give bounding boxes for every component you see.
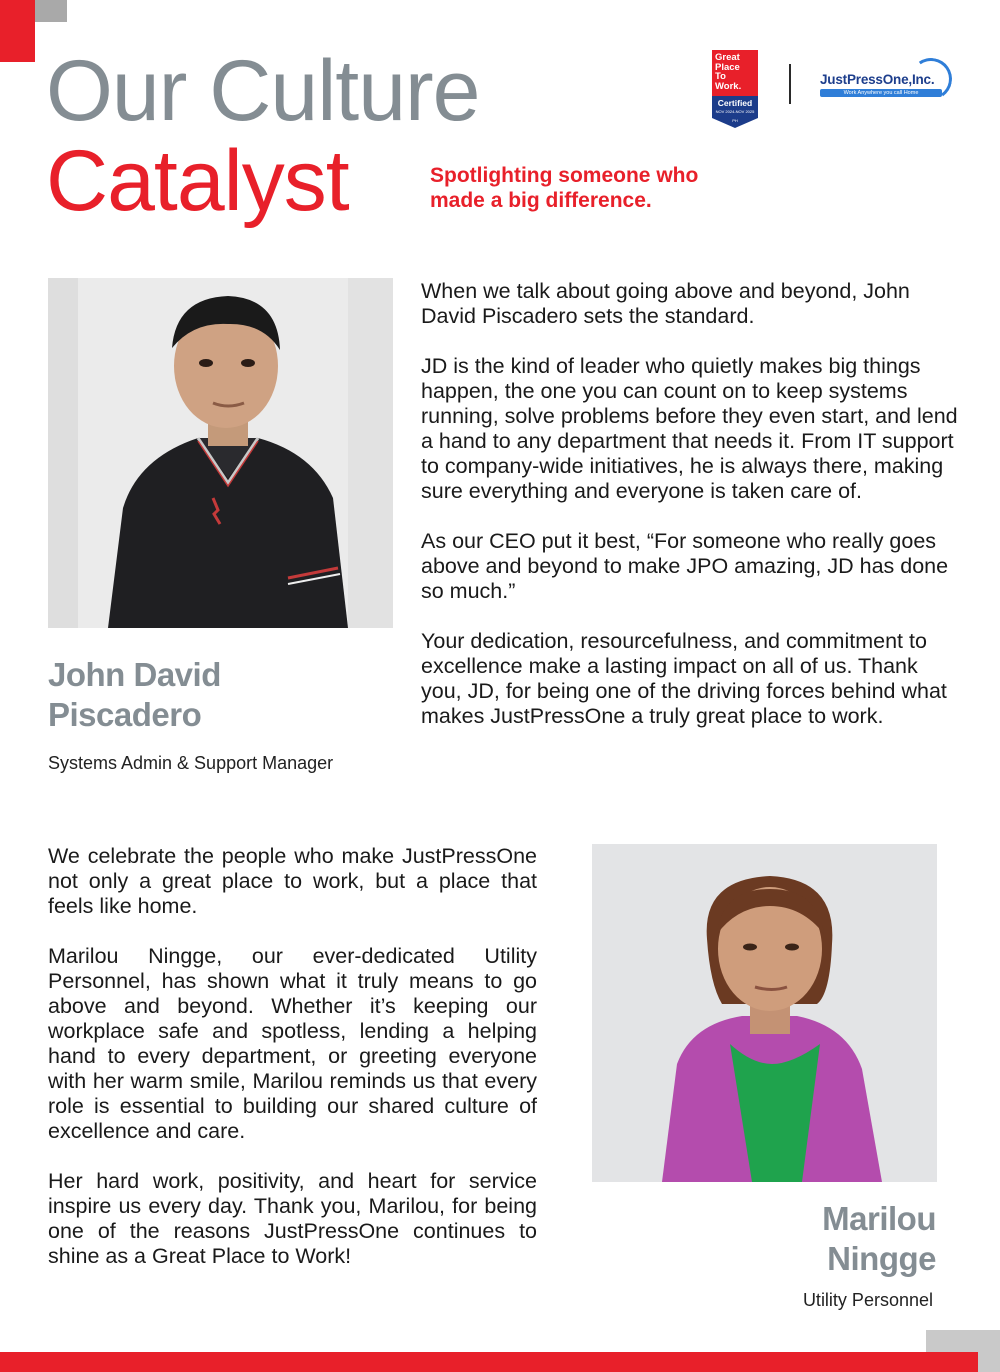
photo-marilou [592,844,937,1182]
feature1-name: John David Piscadero [48,656,221,733]
footer-accent-gray [926,1330,1000,1352]
portrait-man-icon [48,278,393,628]
feature2-role: Utility Personnel [802,1290,933,1310]
portrait-woman-icon [592,844,937,1182]
logo-divider [789,64,791,104]
corner-accent-gray [35,0,67,22]
feature1-paragraph: When we talk about going above and beyond, John David Piscadero sets the standard. [421,279,910,328]
feature1-paragraph: Your dedication, resourcefulness, and commitment to excellence make a lasting impact on all of us. Thank you, JD, for being one of the driving forces behind what makes JustPressOne a truly great place to work. [421,629,947,728]
tagline-line1: Spotlighting someone who [430,164,699,187]
logo-tagline: Work Anywhere you call Home [843,90,919,96]
footer-accent-red [0,1352,978,1372]
feature2-paragraph: Marilou Ningge, our ever-dedicated Utility Personnel, has shown what it truly means to go above and beyond. Whether it’s keeping our workplace safe and spotless, lending a helping hand to every department, or greeting everyone with her warm smile, Marilou reminds us that every role is essential to building our shared culture of excellence and care. [48,944,537,1143]
feature1-paragraph: As our CEO put it best, “For someone who really goes above and beyond to make JPO amazing, JD has done so much.” [421,529,949,603]
feature2-paragraph: Her hard work, positivity, and heart for service inspire us every day. Thank you, Marilou, for being one of the reasons JustPressOne continues to shine as a Great Place to Work! [48,1169,537,1268]
badge-country: PH [732,118,738,123]
feature1-body [421,279,961,729]
feature1-role: Systems Admin & Support Manager [48,753,334,773]
logo-tagline-bar [820,89,942,97]
page-title-line1: Our Culture [46,43,480,139]
feature1-paragraph: JD is the kind of leader who quietly makes big things happen, the one you can count on to keep systems running, solve problems before they even start, and lend a hand to any department that needs it. From IT support to company-wide initiatives, he is always there, making sure everything and everyone is taken care of. [421,354,958,503]
footer-accent-gray-corner [978,1352,1000,1372]
corner-accent-red [0,0,35,62]
feature2-body [48,844,537,1269]
feature2-name: Marilou Ningge [822,1200,936,1277]
page-title-line2: Catalyst [46,133,349,229]
badge-certified: Certified NOV 2024-NOV 2025 [712,96,758,118]
feature2-paragraph: We celebrate the people who make JustPressOne not only a great place to work, but a place that feels like home. [48,844,537,918]
great-place-to-work-badge [712,50,758,126]
badge-title: Great Place To Work. [712,50,758,96]
tagline [430,163,750,213]
justpressone-logo [814,56,954,106]
photo-john-david [48,278,393,628]
logo-name: JustPressOne,Inc. [820,72,935,87]
tagline-line2: made a big difference. [430,189,652,212]
